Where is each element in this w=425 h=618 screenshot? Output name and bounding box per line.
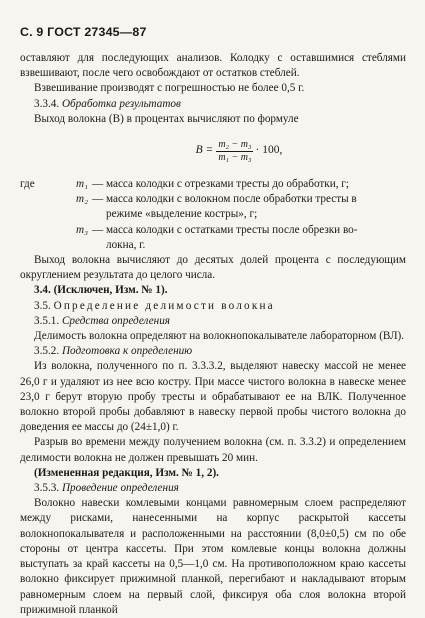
section-heading-3-5 (20, 299, 406, 314)
formula-rest: · 100, (255, 144, 283, 157)
formula-fraction (216, 139, 253, 164)
symbol: m₁ (76, 178, 88, 191)
paragraph: Разрыв во времени между получением волокна (см. п. 3.3.2) и определением делимости волокна не должен превышать 20 мин. (20, 436, 406, 464)
section-number: 3.3.4. (34, 97, 60, 110)
formula-numerator: m₂ − m₃ (218, 138, 252, 150)
definition-continuation: режиме «выделение костры», г; (106, 208, 258, 221)
section-title: Проведение определения (61, 482, 179, 495)
section-number: 3.5.2. (34, 345, 60, 358)
symbol: m₃ (76, 223, 88, 236)
section-number: 3.5. (34, 299, 51, 312)
paragraph: Из волокна, полученного по п. 3.3.3.2, выделяют навеску массой не менее 26,0 г и удаляют из нее всю костру. При массе чистого волокна в навеске менее 23,0 г берут вторую пробу тресты и обрабатывают ее на ВЛК. Полученное волокно второй пробы добавляют в навеску первой пробы чистого волокна до доведения ее массы до (24±1,0) г. (20, 360, 406, 434)
symbol: m₂ (76, 193, 88, 206)
section-heading-3-5-1 (20, 314, 406, 329)
document-body (20, 51, 406, 618)
section-number: 3.5.3. (34, 482, 60, 495)
section-title: Обработка результатов (61, 97, 181, 110)
section-heading-3-5-2 (20, 344, 406, 359)
paragraph: Волокно навески комлевыми концами равномерным слоем распределяют между рисками, нанесенными на корпус раскрытой кассеты волокнопокалывателя и расположенными на расстоянии (8,0±0,5) см по обе стороны от центра кассеты. При этом комлевые концы волокна должны выступать за край кассеты на 0,5—1,0 см. На противоположном краю кассеты волокно фиксирует прижимной планкой, перегибают и накладывают вторым равномерным слоем на первый слой, фиксируя оба слоя волокна второй прижимной планкой (20, 497, 406, 616)
where-label: где (20, 178, 35, 191)
definition-m3 (20, 223, 406, 238)
paragraph: оставляют для последующих анализов. Колодку с оставшимися стеблями взвешивают, после чего освобождают от остатков стеблей. (20, 52, 406, 80)
section-heading-3-3-4 (20, 97, 406, 112)
formula (72, 131, 406, 171)
formula-lhs: B = (195, 144, 214, 157)
paragraph: Делимость волокна определяют на волокнопокалывателе лабораторном (ВЛ). (34, 330, 405, 343)
definition-continuation: локна, г. (106, 238, 146, 251)
definition-text: — масса колодки с остатками тресты после обрезки во- (92, 223, 358, 236)
definition-m1 (20, 177, 406, 192)
section-title: Определение делимости волокна (53, 299, 275, 312)
section-3-4-excluded: 3.4. (Исключен, Изм. № 1). (34, 284, 168, 297)
section-title: Средства определения (61, 314, 171, 327)
paragraph: Выход волокна вычисляют до десятых долей процента с последующим округлением результата до целого числа. (20, 254, 406, 282)
paragraph: Взвешивание производят с погрешностью не более 0,5 г. (34, 82, 305, 95)
definition-m2 (20, 192, 406, 207)
definition-text: — масса колодки с отрезками тресты до обработки, г; (92, 178, 350, 191)
definition-text: — масса колодки с волокном после обработки тресты в (92, 193, 357, 206)
formula-denominator: m₁ − m₃ (218, 151, 252, 163)
paragraph: Выход волокна (B) в процентах вычисляют по формуле (34, 112, 299, 125)
section-number: 3.5.1. (34, 314, 60, 327)
section-heading-3-5-3 (20, 481, 406, 496)
section-title: Подготовка к определению (61, 345, 193, 358)
amendment-note: (Измененная редакция, Изм. № 1, 2). (34, 466, 219, 479)
page-header: С. 9 ГОСТ 27345—87 (20, 25, 147, 39)
